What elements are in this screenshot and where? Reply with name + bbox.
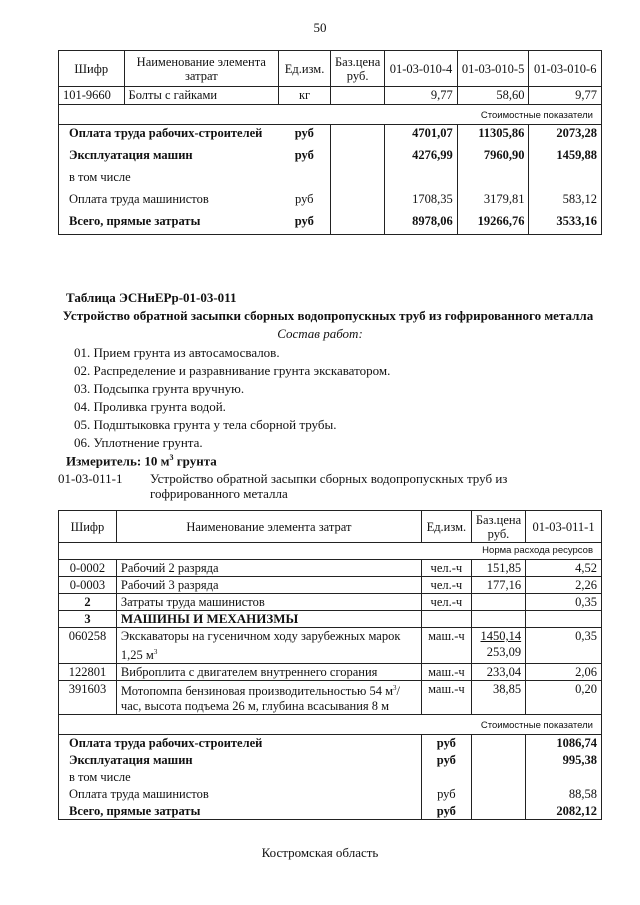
header-col-1: 01-03-011-1 — [526, 511, 602, 543]
totals-label: Оплата труда рабочих-строителей — [59, 735, 422, 752]
cell-value: 4,52 — [526, 560, 602, 577]
cell-val-4: 9,77 — [385, 87, 458, 105]
table-row — [59, 594, 602, 611]
totals-value: 1086,74 — [526, 735, 602, 752]
table-row — [59, 87, 602, 105]
totals-unit: руб — [279, 191, 331, 213]
footer-region: Костромская область — [261, 845, 379, 860]
totals-value: 995,38 — [526, 752, 602, 769]
totals-price — [331, 147, 385, 169]
cell-val-6: 9,77 — [529, 87, 602, 105]
cell-code: 101-9660 — [59, 87, 125, 105]
totals-unit: руб — [279, 213, 331, 235]
cell-value: 2,06 — [526, 664, 602, 681]
table-code: Таблица ЭСНиЕРр-01-03-011 — [66, 290, 237, 305]
cell-name: Затраты труда машинистов — [116, 594, 421, 611]
totals-value — [526, 769, 602, 786]
cell-unit — [421, 611, 471, 628]
totals-price — [471, 786, 525, 803]
totals-price — [331, 191, 385, 213]
totals-row — [59, 752, 602, 769]
cell-code: 0-0002 — [59, 560, 117, 577]
header-name: Наименование элемента затрат — [116, 511, 421, 543]
header-price: Баз.цена руб. — [471, 511, 525, 543]
totals-label: Оплата труда машинистов — [59, 786, 422, 803]
totals-label: Эксплуатация машин — [59, 147, 279, 169]
totals-price — [471, 769, 525, 786]
totals-label: Всего, прямые затраты — [59, 213, 279, 235]
totals-row — [59, 769, 602, 786]
work-item: 04. Проливка грунта водой. — [74, 399, 226, 414]
composition-label: Состав работ: — [277, 326, 363, 341]
cell-val-5: 58,60 — [457, 87, 529, 105]
totals-value — [529, 169, 602, 191]
cost-indicators-label: Стоимостные показатели — [59, 105, 602, 125]
totals-price — [471, 752, 525, 769]
cell-value: 0,35 — [526, 594, 602, 611]
cell-price: 38,85 — [471, 681, 525, 715]
section-title: Устройство обратной засыпки сборных водопропускных труб из гофрированного металла — [62, 308, 594, 323]
cell-price: 151,85 — [471, 560, 525, 577]
cell-name: Болты с гайками — [124, 87, 279, 105]
cell-unit: маш.-ч — [421, 681, 471, 715]
cost-indicators-label: Стоимостные показатели — [59, 715, 602, 735]
totals-unit: руб — [421, 786, 471, 803]
totals-unit: руб — [279, 125, 331, 147]
cell-value — [526, 611, 602, 628]
totals-unit: руб — [421, 752, 471, 769]
totals-value: 583,12 — [529, 191, 602, 213]
cell-name: Виброплита с двигателем внутреннего сгорания — [116, 664, 421, 681]
cell-code: 3 — [59, 611, 117, 628]
cell-name: Рабочий 3 разряда — [116, 577, 421, 594]
totals-value: 7960,90 — [457, 147, 529, 169]
cell-code: 122801 — [59, 664, 117, 681]
cell-price: 177,16 — [471, 577, 525, 594]
cell-price — [471, 628, 525, 664]
totals-price — [471, 735, 525, 752]
totals-value: 3533,16 — [529, 213, 602, 235]
totals-value: 3179,81 — [457, 191, 529, 213]
totals-value: 2082,12 — [526, 803, 602, 820]
header-code: Шифр — [59, 51, 125, 87]
totals-row — [59, 213, 602, 235]
table-2 — [58, 510, 602, 820]
totals-unit: руб — [421, 735, 471, 752]
cell-name: Рабочий 2 разряда — [116, 560, 421, 577]
cell-code: 2 — [59, 594, 117, 611]
cell-unit: чел.-ч — [421, 594, 471, 611]
totals-label: Эксплуатация машин — [59, 752, 422, 769]
header-price: Баз.цена руб. — [331, 51, 385, 87]
cell-price — [331, 87, 385, 105]
cell-code: 060258 — [59, 628, 117, 664]
cell-value: 0,20 — [526, 681, 602, 715]
totals-price — [331, 213, 385, 235]
cell-price: 233,04 — [471, 664, 525, 681]
totals-value: 19266,76 — [457, 213, 529, 235]
totals-value — [385, 169, 458, 191]
totals-label: Оплата труда рабочих-строителей — [59, 125, 279, 147]
table-row — [59, 664, 602, 681]
norm-label: Норма расхода ресурсов — [59, 543, 602, 560]
header-col-5: 01-03-010-5 — [457, 51, 529, 87]
totals-row — [59, 125, 602, 147]
totals-label: Оплата труда машинистов — [59, 191, 279, 213]
totals-unit: руб — [279, 147, 331, 169]
page-number: 50 — [313, 20, 327, 35]
cell-price — [471, 611, 525, 628]
totals-row — [59, 147, 602, 169]
totals-value: 11305,86 — [457, 125, 529, 147]
works-list — [74, 344, 390, 452]
table-row — [59, 560, 602, 577]
totals-row — [59, 803, 602, 820]
totals-value: 8978,06 — [385, 213, 458, 235]
table-row — [59, 611, 602, 628]
cell-name: МАШИНЫ И МЕХАНИЗМЫ — [116, 611, 421, 628]
totals-price — [331, 125, 385, 147]
cell-code: 391603 — [59, 681, 117, 715]
totals-row — [59, 169, 602, 191]
totals-row — [59, 735, 602, 752]
price-value-2: 253,09 — [486, 645, 522, 659]
totals-value — [457, 169, 529, 191]
header-unit: Ед.изм. — [421, 511, 471, 543]
header-col-6: 01-03-010-6 — [529, 51, 602, 87]
header-name: Наименование элемента затрат — [124, 51, 279, 87]
totals-value: 4276,99 — [385, 147, 458, 169]
header-col-4: 01-03-010-4 — [385, 51, 458, 87]
cell-value: 0,35 — [526, 628, 602, 664]
totals-unit: руб — [421, 803, 471, 820]
totals-price — [331, 169, 385, 191]
work-item: 06. Уплотнение грунта. — [74, 435, 203, 450]
header-code: Шифр — [59, 511, 117, 543]
totals-unit — [279, 169, 331, 191]
cell-unit: маш.-ч — [421, 628, 471, 664]
work-item: 02. Распределение и разравнивание грунта экскаватором. — [74, 363, 391, 378]
measure-label: Измеритель: 10 $м^3$ грунта — [66, 453, 217, 469]
totals-value: 4701,07 — [385, 125, 458, 147]
totals-label: в том числе — [59, 169, 279, 191]
cell-value: 2,26 — [526, 577, 602, 594]
work-item: 05. Подштыковка грунта у тела сборной трубы. — [74, 417, 337, 432]
cell-unit: чел.-ч — [421, 560, 471, 577]
cell-name: Экскаваторы на гусеничном ходу зарубежных марок 1,25 $м^3$ — [116, 628, 421, 664]
cell-code: 0-0003 — [59, 577, 117, 594]
table-row — [59, 681, 602, 715]
table-row — [59, 577, 602, 594]
table-row — [59, 628, 602, 664]
header-unit: Ед.изм. — [279, 51, 331, 87]
item-description: Устройство обратной засыпки сборных водопропускных труб из гофрированного металла — [150, 471, 508, 501]
totals-value: 88,58 — [526, 786, 602, 803]
totals-row — [59, 191, 602, 213]
cell-unit: маш.-ч — [421, 664, 471, 681]
totals-label: Всего, прямые затраты — [59, 803, 422, 820]
totals-row — [59, 786, 602, 803]
totals-value: 1708,35 — [385, 191, 458, 213]
work-item: 01. Прием грунта из автосамосвалов. — [74, 345, 280, 360]
cell-price — [471, 594, 525, 611]
cell-unit: кг — [279, 87, 331, 105]
totals-label: в том числе — [59, 769, 422, 786]
totals-value: 1459,88 — [529, 147, 602, 169]
table-1 — [58, 50, 602, 235]
cell-name: Мотопомпа бензиновая производительностью 54 $м^3$/час, высота подъема 26 м, глубина всасывания 8 м — [116, 681, 421, 715]
totals-price — [471, 803, 525, 820]
totals-value: 2073,28 — [529, 125, 602, 147]
price-value: 1450,14 — [480, 629, 522, 643]
work-item: 03. Подсыпка грунта вручную. — [74, 381, 245, 396]
cell-unit: чел.-ч — [421, 577, 471, 594]
item-code: 01-03-011-1 — [58, 471, 123, 486]
totals-unit — [421, 769, 471, 786]
